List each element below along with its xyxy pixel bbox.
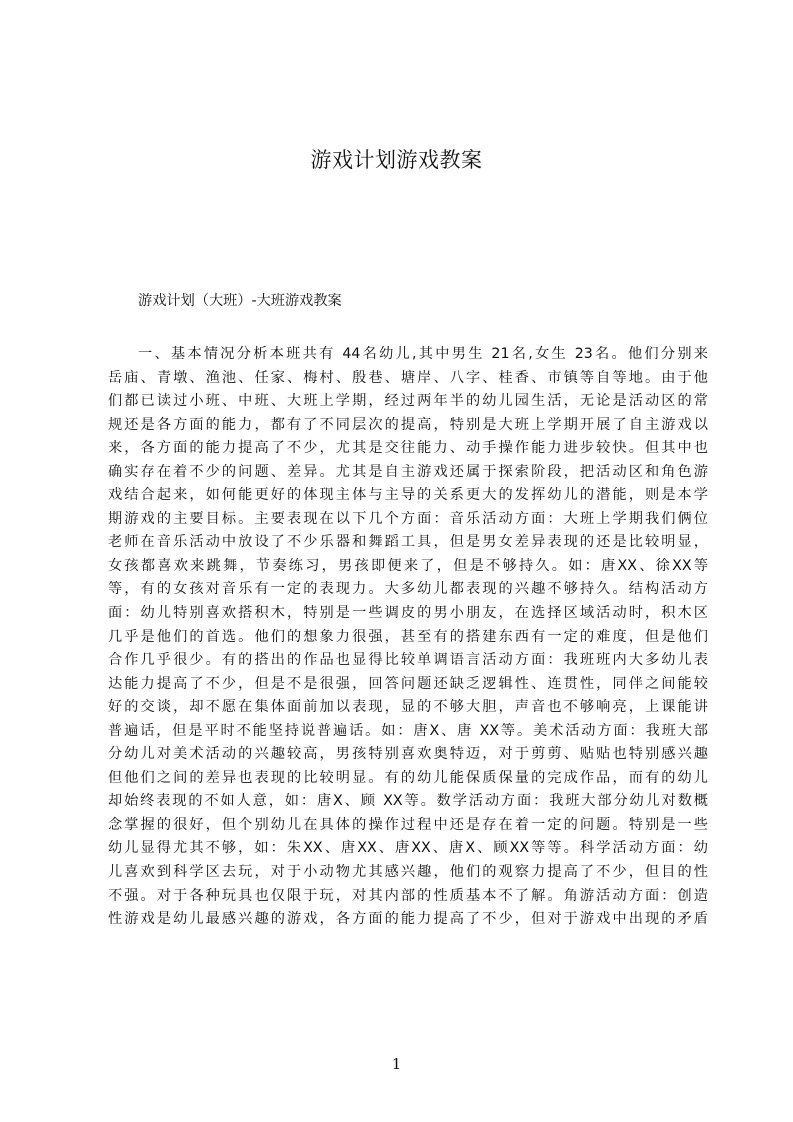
body-line: 期游戏的主要目标。主要表现在以下几个方面：音乐活动方面：大班上学期我们俩位 [108, 510, 708, 527]
body-line: 等，有的女孩对音乐有一定的表现力。大多幼儿都表现的兴趣不够持久。结构活动方 [108, 581, 708, 598]
body-line: 几乎是他们的首选。他们的想象力很强，甚至有的搭建东西有一定的难度，但是他们 [108, 628, 708, 645]
body-line: 女孩都喜欢来跳舞，节奏练习，男孩即便来了，但是不够持久。如：唐XX、徐XX等 [108, 557, 708, 574]
body-line: 普遍话，但是平时不能坚持说普遍话。如：唐X、唐 XX等。美术活动方面：我班大部 [108, 722, 708, 739]
body-line: 戏结合起来，如何能更好的体现主体与主导的关系更大的发挥幼儿的潜能，则是本学 [108, 487, 708, 504]
body-line: 念掌握的很好，但个别幼儿在具体的操作过程中还是存在着一定的问题。特别是一些 [108, 816, 708, 833]
body-line: 好的交谈，却不愿在集体面前加以表现，显的不够大胆，声音也不够响亮，上课能讲 [108, 699, 708, 716]
body-line: 但他们之间的差异也表现的比较明显。有的幼儿能保质保量的完成作品，而有的幼儿 [108, 769, 708, 786]
body-line: 面：幼儿特别喜欢搭积木，特别是一些调皮的男小朋友，在选择区域活动时，积木区 [108, 605, 708, 622]
body-line: 规还是各方面的能力，都有了不同层次的提高，特别是大班上学期开展了自主游戏以 [108, 416, 708, 433]
body-line: 分幼儿对美术活动的兴趣较高，男孩特别喜欢奥特迈，对于剪剪、贴贴也特别感兴趣 [108, 746, 708, 763]
body-line: 岳庙、青墩、渔池、任家、梅村、殷巷、塘岸、八字、桂香、市镇等自等地。由于他 [108, 369, 708, 386]
document-subtitle: 游戏计划（大班）-大班游戏教案 [138, 293, 342, 309]
body-line: 不强。对于各种玩具也仅限于玩，对其内部的性质基本不了解。角游活动方面：创造 [108, 887, 708, 904]
body-line: 幼儿显得尤其不够，如：朱XX、唐XX、唐XX、唐X、顾XX等等。科学活动方面：幼 [108, 840, 708, 857]
body-line: 一、基本情况分析本班共有 44名幼儿,其中男生 21名,女生 23名。他们分别来 [138, 346, 708, 362]
body-line: 老师在音乐活动中放设了不少乐器和舞蹈工具，但是男女差异表现的还是比较明显， [108, 534, 708, 551]
body-line: 合作几乎很少。有的搭出的作品也显得比较单调语言活动方面：我班班内大多幼儿表 [108, 652, 708, 669]
page-number: 1 [391, 1055, 402, 1073]
body-line: 来，各方面的能力提高了不少，尤其是交往能力、动手操作能力进步较快。但其中也 [108, 440, 708, 457]
body-line: 却始终表现的不如人意，如：唐X、顾 XX等。数学活动方面：我班大部分幼儿对数概 [108, 793, 708, 810]
body-line: 确实存在着不少的问题、差异。尤其是自主游戏还属于探索阶段，把活动区和角色游 [108, 463, 708, 480]
body-text [108, 343, 708, 932]
body-line: 性游戏是幼儿最感兴趣的游戏，各方面的能力提高了不少，但对于游戏中出现的矛盾 [108, 911, 708, 928]
page-title: 游戏计划游戏教案 [310, 148, 483, 172]
body-line: 们都已读过小班、中班、大班上学期，经过两年半的幼儿园生活，无论是活动区的常 [108, 393, 708, 410]
body-line: 达能力提高了不少，但是不是很强，回答问题还缺乏逻辑性、连贯性，同伴之间能较 [108, 675, 708, 692]
body-line: 儿喜欢到科学区去玩，对于小动物尤其感兴趣，他们的观察力提高了不少，但目的性 [108, 864, 708, 881]
